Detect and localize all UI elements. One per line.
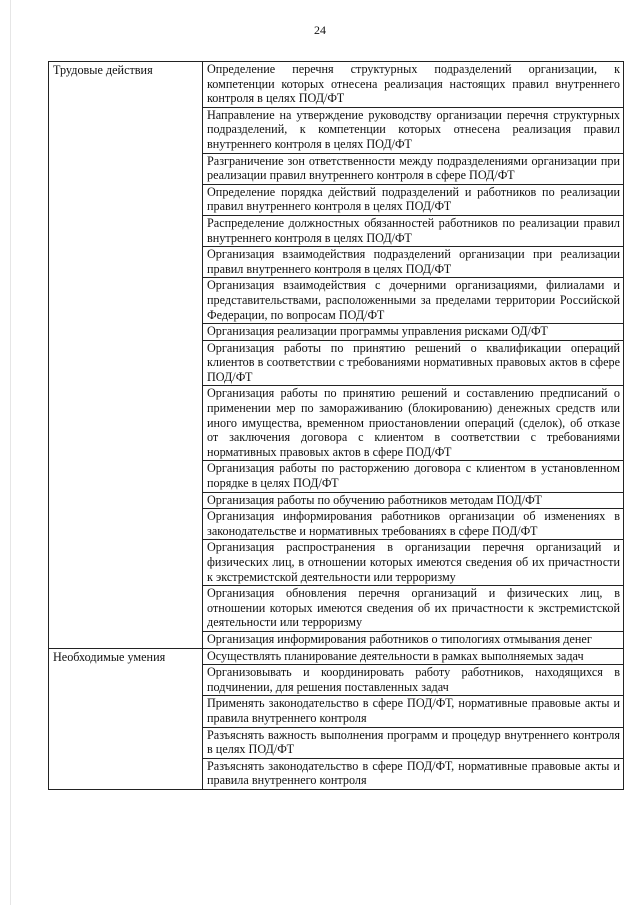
list-item: Разграничение зон ответственности между подразделениями организации при реализации правил внутреннего контроля в сфере ПОД/ФТ <box>203 154 623 185</box>
list-item: Организация работы по принятию решений и составлению предписаний о применении мер по замораживанию (блокированию) денежных средств или иного имущества, временном приостановлении операций (сделок), об отказе от заключения договора с клиентом в соответствии с требованиями нормативных правовых актов в сфере ПОД/ФТ <box>203 386 623 461</box>
list-item: Организация информирования работников организации об изменениях в законодательстве и нормативных требованиях в сфере ПОД/ФТ <box>203 509 623 540</box>
list-item: Организация работы по расторжению договора с клиентом в установленном порядке в целях ПОД/ФТ <box>203 461 623 492</box>
table-row-required-skills <box>49 648 624 789</box>
list-item: Определение перечня структурных подразделений организации, к компетенции которых отнесена реализация настоящих правил внутреннего контроля в целях ПОД/ФТ <box>203 62 623 108</box>
list-item: Разъяснять законодательство в сфере ПОД/ФТ, нормативные правовые акты и правила внутреннего контроля <box>207 758 620 788</box>
list-item: Осуществлять планирование деятельности в рамках выполняемых задач <box>203 649 623 666</box>
list-item: Распределение должностных обязанностей работников по реализации правил внутреннего контроля в целях ПОД/ФТ <box>203 216 623 247</box>
list-item: Применять законодательство в сфере ПОД/ФТ, нормативные правовые акты и правила внутреннего контроля <box>203 696 623 727</box>
list-item: Организация информирования работников о типологиях отмывания денег <box>207 631 592 646</box>
labor-actions-list <box>203 62 624 649</box>
requirements-table <box>48 61 624 790</box>
list-item: Организовывать и координировать работу работников, находящихся в подчинении, для решения поставленных задач <box>203 665 623 696</box>
list-item: Организация работы по принятию решений о квалификации операций клиентов в соответствии с требованиями нормативных правовых актов в сфере ПОД/ФТ <box>203 341 623 387</box>
required-skills-list <box>203 648 624 789</box>
list-item: Организация обновления перечня организаций и физических лиц, в отношении которых имеются сведения об их причастности к экстремистской деятельности или терроризму <box>203 586 623 632</box>
page-number: 24 <box>314 23 326 37</box>
list-item: Разъяснять важность выполнения программ и процедур внутреннего контроля в целях ПОД/ФТ <box>203 728 623 759</box>
list-item: Организация взаимодействия подразделений организации при реализации правил внутреннего контроля в целях ПОД/ФТ <box>203 247 623 278</box>
row-heading-required-skills: Необходимые умения <box>49 648 203 789</box>
list-item: Организация работы по обучению работников методам ПОД/ФТ <box>203 493 623 510</box>
list-item: Организация взаимодействия с дочерними организациями, филиалами и представительствами, расположенными за пределами территории Российской Федерации, по вопросам ПОД/ФТ <box>203 278 623 324</box>
row-heading-labor-actions: Трудовые действия <box>49 62 203 649</box>
list-item: Определение порядка действий подразделений и работников по реализации правил внутреннего контроля в целях ПОД/ФТ <box>203 185 623 216</box>
scan-fold-line <box>10 0 11 905</box>
list-item: Организация реализации программы управления рисками ОД/ФТ <box>203 324 623 341</box>
list-item: Организация распространения в организации перечня организаций и физических лиц, в отношении которых имеются сведения об их причастности к экстремистской деятельности или терроризму <box>203 540 623 586</box>
table-row-labor-actions <box>49 62 624 649</box>
list-item: Направление на утверждение руководству организации перечня структурных подразделений, к компетенции которых отнесена реализация правил внутреннего контроля в целях ПОД/ФТ <box>203 108 623 154</box>
